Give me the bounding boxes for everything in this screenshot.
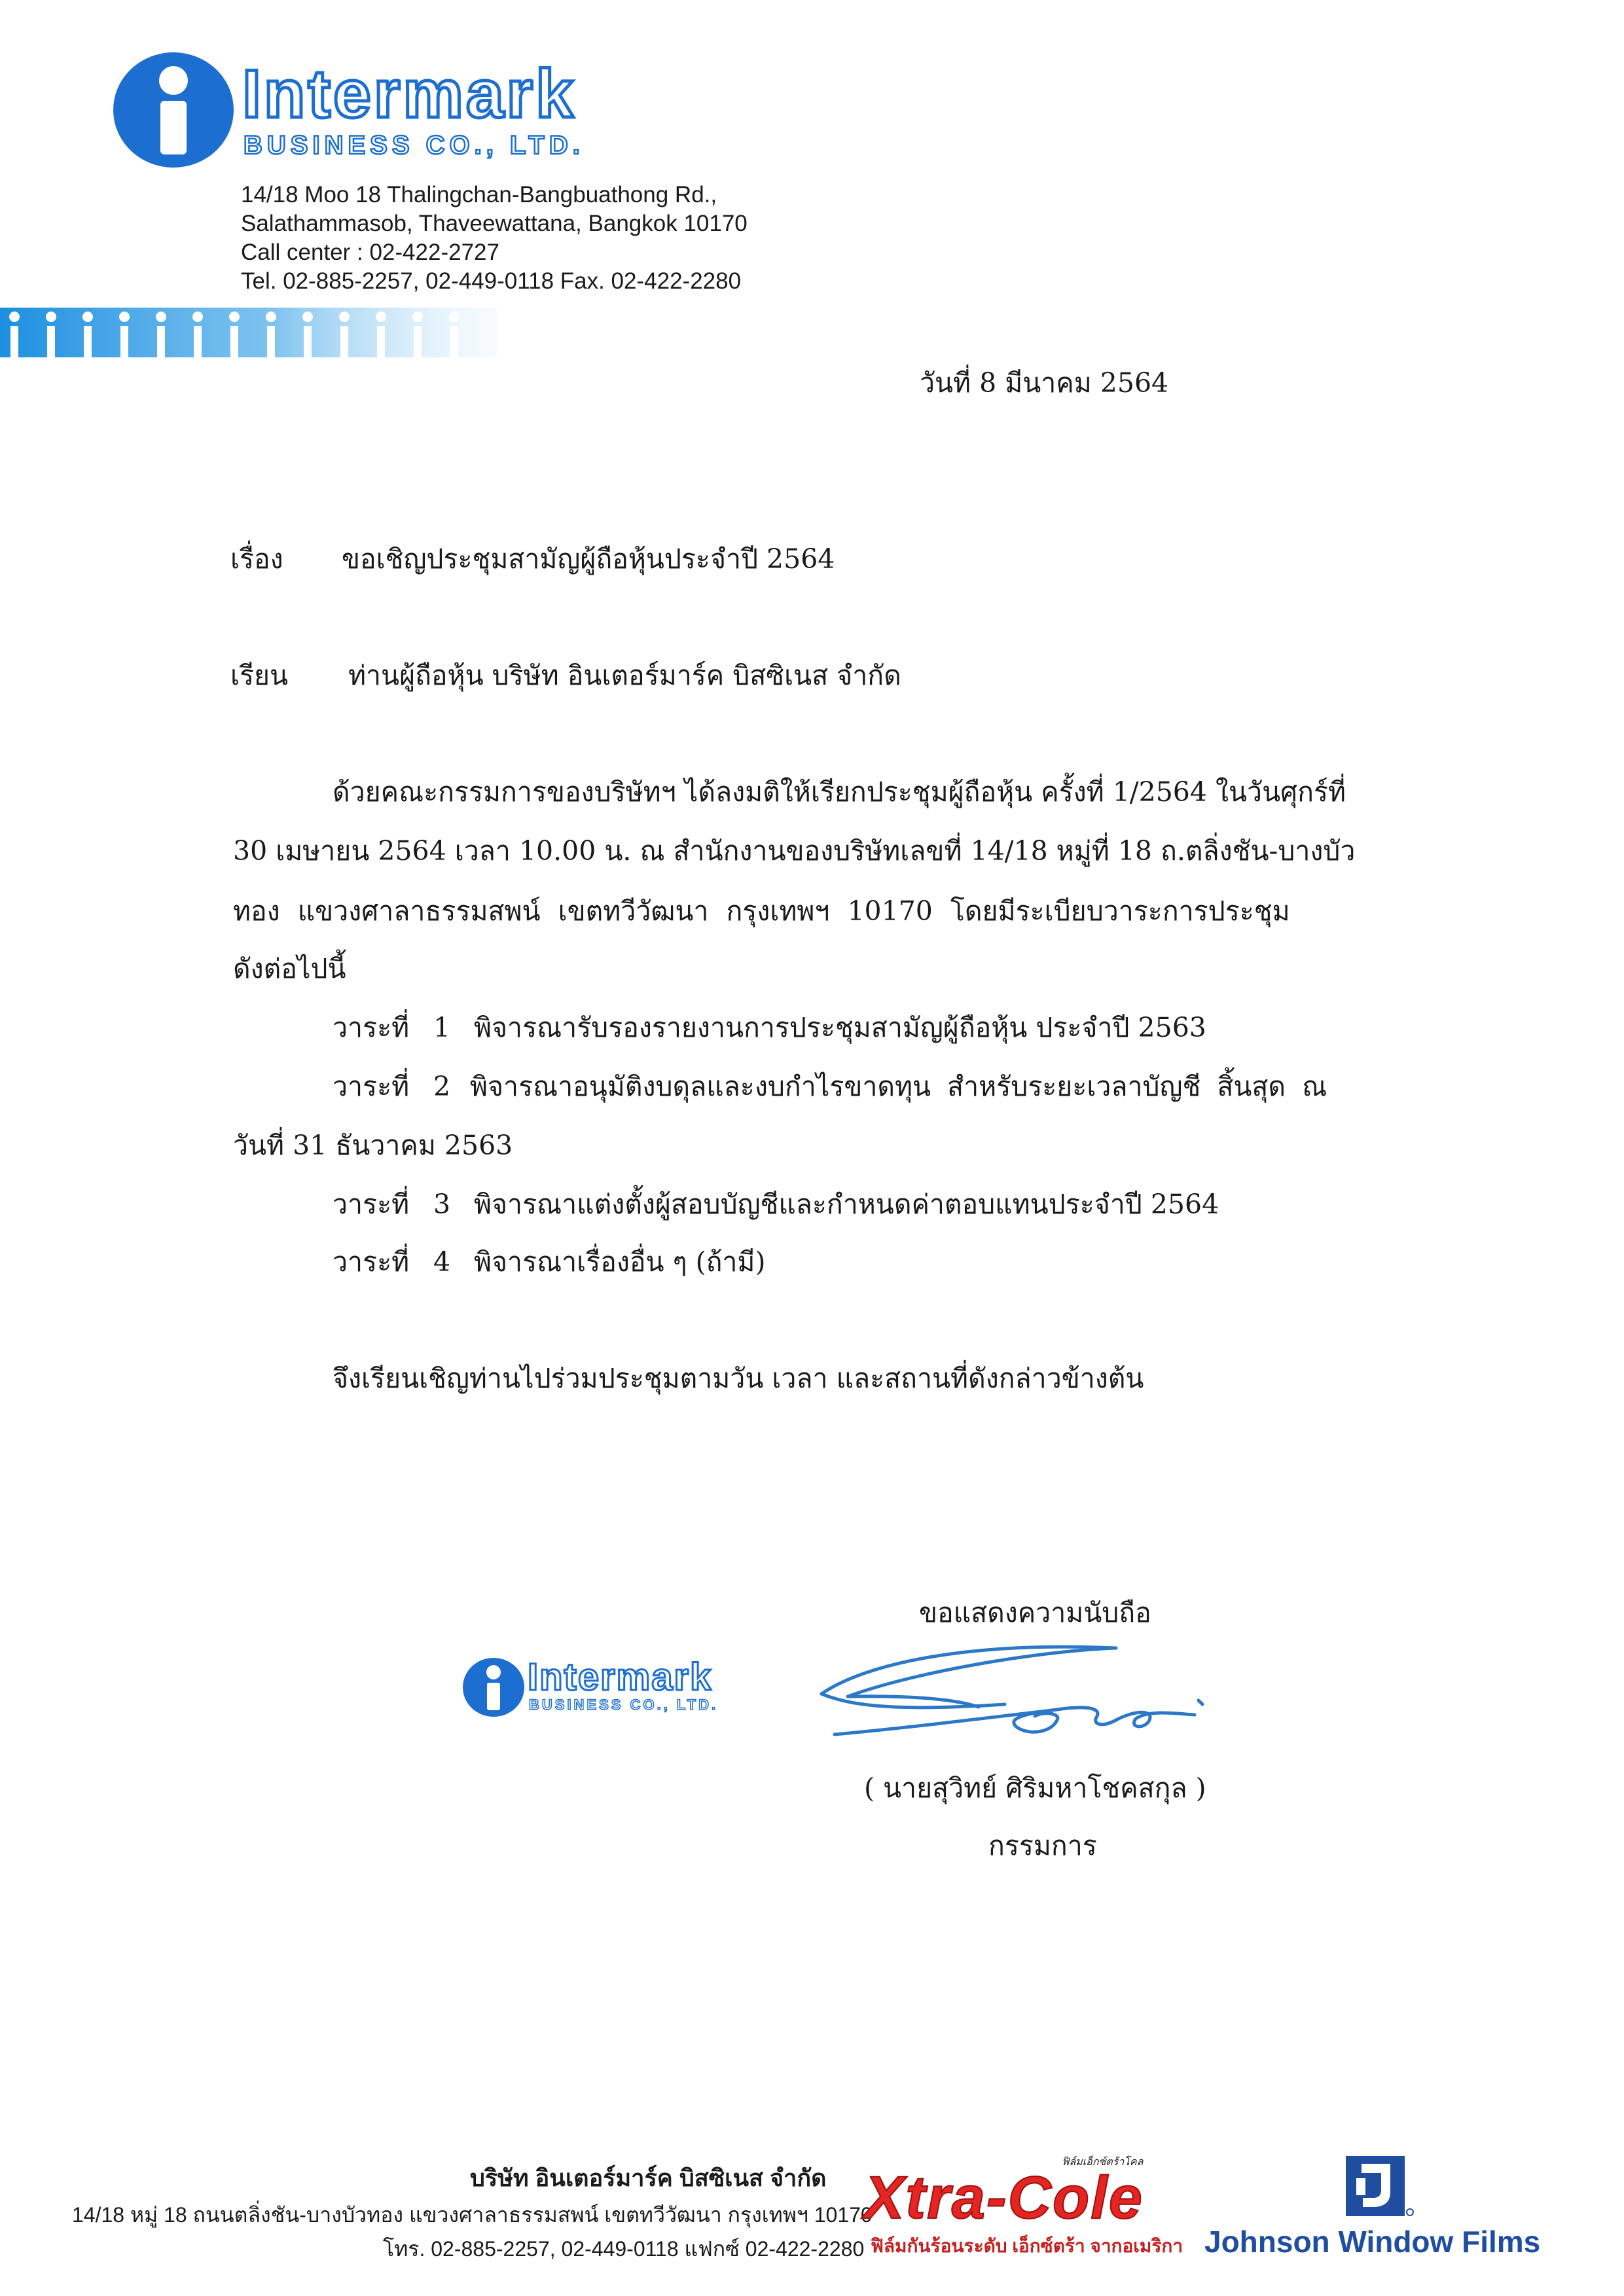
agenda-number: 1 [433, 1012, 451, 1043]
body-line-3: ทอง แขวงศาลาธรรมสพน์ เขตทวีวัฒนา กรุงเทพฯ 10170 โดยมีระเบียบวาระการประชุม [233, 895, 1290, 927]
to-label: เรียน [230, 660, 289, 691]
address-line-1: 14/18 Moo 18 Thalingchan-Bangbuathong Rd., [241, 182, 717, 207]
call-center-line: Call center : 02-422-2727 [241, 240, 499, 265]
to-text: ท่านผู้ถือหุ้น บริษัท อินเตอร์มาร์ค บิสซิเนส จำกัด [348, 660, 901, 691]
signer-name: ( นายสุวิทย์ ศิริมหาโชคสกุล ) [864, 1772, 1206, 1804]
decorative-strip [0, 308, 497, 357]
agenda-number: 4 [433, 1246, 451, 1278]
agenda-continuation: วันที่ 31 ธันวาคม 2563 [233, 1130, 513, 1161]
agenda-text: พิจารณารับรองรายงานการประชุมสามัญผู้ถือหุ้น ประจำปี 2563 [474, 1012, 1206, 1043]
address-line-2: Salathammasob, Thaveewattana, Bangkok 10170 [241, 211, 748, 236]
regards-text: ขอแสดงความนับถือ [919, 1597, 1151, 1628]
closing-text: จึงเรียนเชิญท่านไปร่วมประชุมตามวัน เวลา และสถานที่ดังกล่าวข้างต้น [333, 1363, 1144, 1394]
intermark-i-logo-icon [111, 51, 236, 169]
body-line-2: 30 เมษายน 2564 เวลา 10.00 น. ณ สำนักงานของบริษัทเลขที่ 14/18 หมู่ที่ 18 ถ.ตลิ่งชัน-บางบัว [233, 835, 1356, 867]
johnson-window-films-logo-icon [1344, 2155, 1414, 2217]
stamp-subtitle: BUSINESS CO., LTD. [529, 1696, 719, 1713]
xtra-cole-tagline: ฟิล์มกันร้อนระดับ เอ็กซ์ตร้า จากอเมริกา [871, 2236, 1183, 2256]
footer-phone: โทร. 02-885-2257, 02-449-0118 แฟกซ์ 02-422-2280 [383, 2237, 865, 2261]
company-wordmark: Intermark [242, 56, 576, 132]
stamp-wordmark: Intermark [528, 1656, 713, 1698]
agenda-text: พิจารณาเรื่องอื่น ๆ (ถ้ามี) [474, 1246, 766, 1278]
agenda-number: 3 [433, 1189, 451, 1220]
company-subtitle: BUSINESS CO., LTD. [244, 131, 585, 160]
xtra-cole-brand: Xtra-Cole [864, 2164, 1144, 2231]
body-line-1: ด้วยคณะกรรมการของบริษัทฯ ได้ลงมติให้เรียกประชุมผู้ถือหุ้น ครั้งที่ 1/2564 ในวันศุกร์ที่ [333, 776, 1346, 808]
agenda-label: วาระที่ [333, 1071, 410, 1102]
tel-fax-line: Tel. 02-885-2257, 02-449-0118 Fax. 02-422-2280 [241, 268, 742, 294]
footer-address: 14/18 หมู่ 18 ถนนตลิ่งชัน-บางบัวทอง แขวงศาลาธรรมสพน์ เขตทวีวัฒนา กรุงเทพฯ 10170 [72, 2203, 873, 2227]
stamp-i-logo-icon [461, 1657, 526, 1717]
agenda-number: 2 [433, 1071, 451, 1102]
signer-title: กรรมการ [988, 1830, 1097, 1861]
body-line-4: ดังต่อไปนี้ [233, 953, 346, 984]
johnson-window-films-brand: Johnson Window Films [1204, 2225, 1541, 2259]
agenda-text: พิจารณาแต่งตั้งผู้สอบบัญชีและกำหนดค่าตอบแทนประจำปี 2564 [474, 1189, 1219, 1220]
letter-date: วันที่ 8 มีนาคม 2564 [920, 367, 1169, 399]
agenda-label: วาระที่ [333, 1012, 410, 1043]
subject-text: ขอเชิญประชุมสามัญผู้ถือหุ้นประจำปี 2564 [342, 543, 835, 575]
agenda-label: วาระที่ [333, 1189, 410, 1220]
xtra-cole-top-text: ฟิล์มเอ็กซ์ตร้าโคล [1062, 2157, 1144, 2168]
footer-company-name: บริษัท อินเตอร์มาร์ค บิสซิเนส จำกัด [470, 2164, 827, 2191]
agenda-text: พิจารณาอนุมัติงบดุลและงบกำไรขาดทุน สำหรับระยะเวลาบัญชี สิ้นสุด ณ [470, 1071, 1327, 1102]
agenda-label: วาระที่ [333, 1246, 410, 1278]
subject-label: เรื่อง [230, 543, 283, 575]
handwritten-signature [808, 1636, 1214, 1748]
